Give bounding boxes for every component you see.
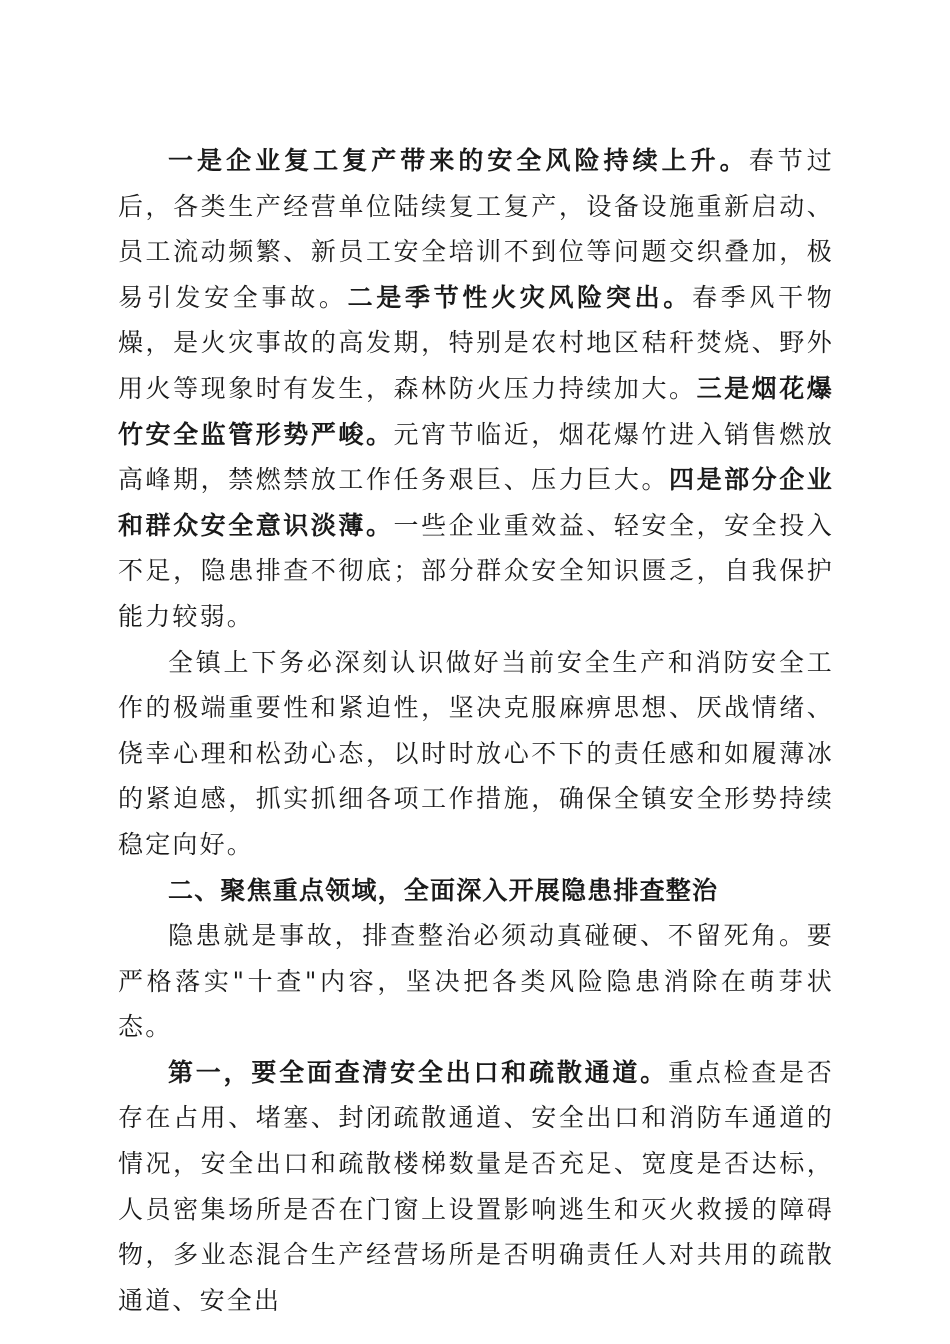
risk-three-heading: 三是烟花爆竹安全监管形势严峻。 [118, 373, 834, 449]
first-item-heading: 第一，要全面查清安全出口和疏散通道。 [168, 1057, 668, 1087]
risk-four-heading: 四是部分企业和群众安全意识淡薄。 [118, 465, 834, 540]
paragraph-risks [118, 138, 834, 640]
awareness-text: 全镇上下务必深刻认识做好当前安全生产和消防安全工作的极端重要性和紧迫性，坚决克服麻痹思想、厌战情绪、侥幸心理和松劲心态，以时时放心不下的责任感和如履薄冰的紧迫感，抓实抓细各项工作措施，确保全镇安全形势持续稳定向好。 [118, 647, 834, 859]
risk-three-text: 元宵节临近，烟花爆竹进入销售燃放高峰期，禁燃禁放工作任务艰巨、压力巨大。 [118, 419, 834, 495]
risk-two-text: 春季风干物燥，是火灾事故的高发期，特别是农村地区秸秆焚烧、野外用火等现象时有发生，森林防火压力持续加大。 [118, 282, 834, 403]
section-heading: 二、聚焦重点领域，全面深入开展隐患排查整治 [168, 875, 719, 905]
paragraph-first [118, 1050, 834, 1324]
risk-four-text: 一些企业重效益、轻安全，安全投入不足，隐患排查不彻底；部分群众安全知识匮乏，自我保护能力较弱。 [118, 510, 834, 631]
document-body [118, 138, 834, 1323]
first-item-text: 重点检查是否存在占用、堵塞、封闭疏散通道、安全出口和消防车通道的情况，安全出口和疏散楼梯数量是否充足、宽度是否达标，人员密集场所是否在门窗上设置影响逃生和灭火救援的障碍物，多业态混合生产经营场所是否明确责任人对共用的疏散通道、安全出 [118, 1057, 835, 1315]
paragraph-awareness [118, 640, 834, 868]
risk-two-heading: 二是季节性火灾风险突出。 [347, 282, 692, 312]
risk-one-heading: 一是企业复工复产带来的安全风险持续上升。 [168, 146, 749, 175]
risk-one-text: 春节过后，各类生产经营单位陆续复工复产，设备设施重新启动、员工流动频繁、新员工安全培训不到位等问题交织叠加，极易引发安全事故。 [118, 146, 834, 312]
paragraph-intro [118, 913, 834, 1050]
intro-text: 隐患就是事故，排查整治必须动真碰硬、不留死角。要严格落实"十查"内容，坚决把各类风险隐患消除在萌芽状态。 [118, 921, 834, 1042]
